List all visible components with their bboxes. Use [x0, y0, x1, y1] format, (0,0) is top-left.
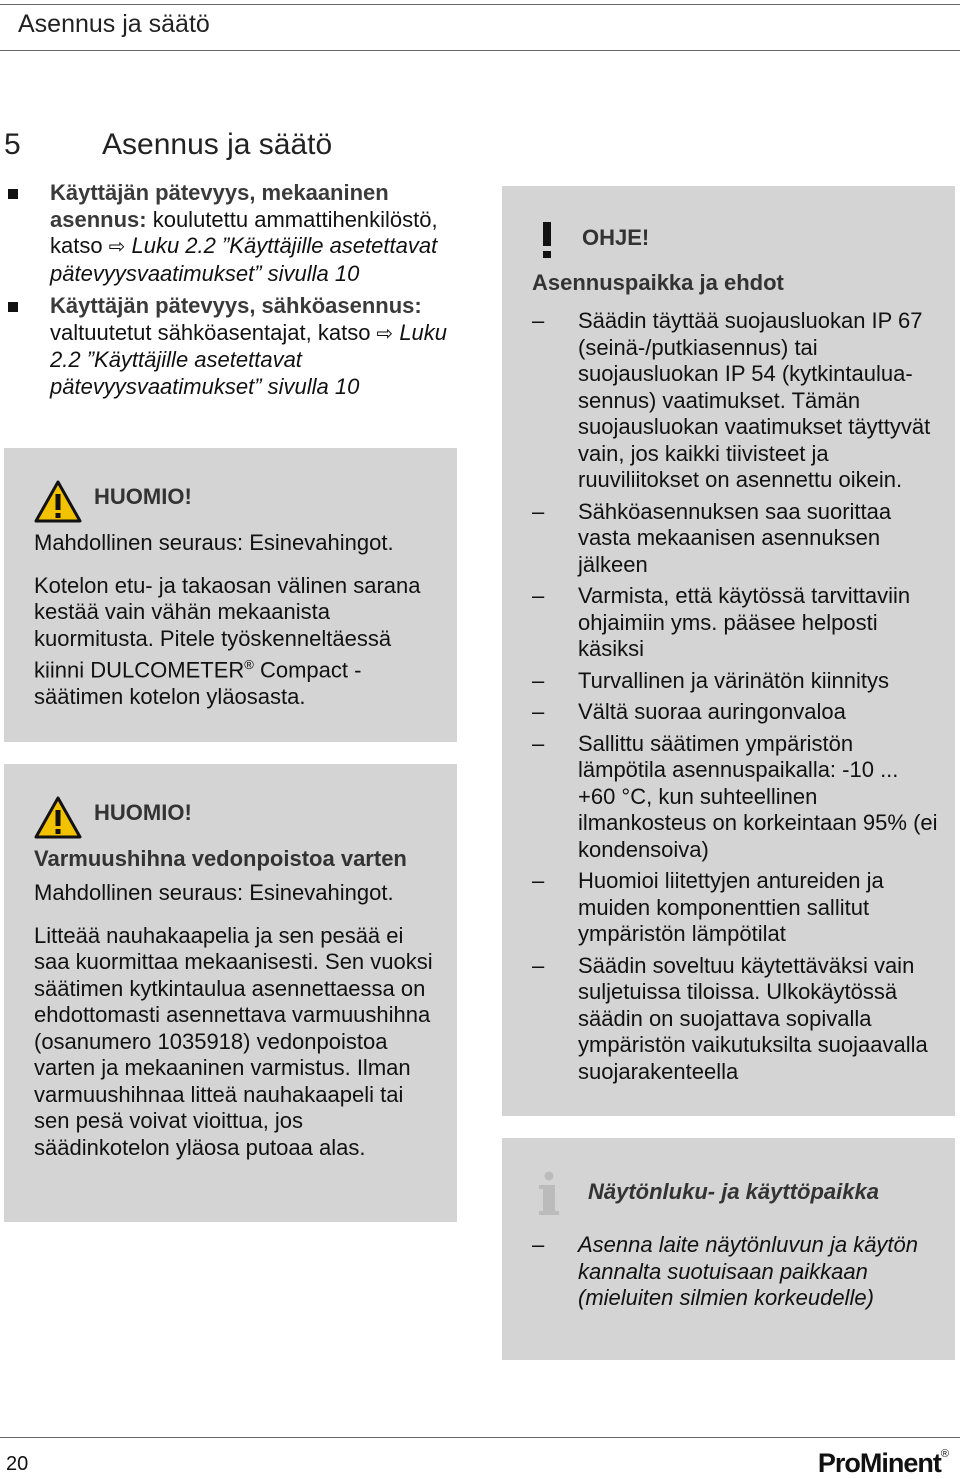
notice-body-text: Compact -säätimen kotelon yläosasta.: [34, 657, 362, 709]
warning-triangle-icon: [34, 479, 82, 523]
list-item: [532, 583, 941, 663]
notice-box-strap: [4, 764, 457, 1222]
list-item-text: Sallittu säätimen ympäristön lämpötila asennuspaikalla: -10 ... +60 °C, kun suhteellinen ilmankosteus on korkeintaan 95% (ei kondensoiva): [578, 730, 938, 862]
list-item-text: Sähköasennuksen saa suorittaa vasta mekaanisen asennuksen jälkeen: [578, 498, 892, 577]
list-item: [532, 668, 941, 695]
instruction-header: [532, 220, 941, 260]
bullet-square-icon: [8, 302, 18, 312]
notice-subheading: Varmuushihna vedonpoistoa varten: [34, 846, 407, 871]
info-icon: [532, 1170, 566, 1218]
list-item-text: Turvallinen ja värinätön kiinnitys: [578, 667, 889, 693]
instruction-box: [502, 186, 955, 1116]
notice-header: [34, 478, 441, 524]
list-item-text: Vältä suoraa auringonvaloa: [578, 699, 846, 724]
list-item-text: Säädin soveltuu käytettäväksi vain suljetuissa tiloissa. Ulkokäytössä säädin on suojattava sopivalla ympäristön vaikutuksilta suojaavalla suojarakenteella: [578, 952, 928, 1084]
list-item-text: Varmista, että käytössä tarvittaviin ohjaimiin yms. pääsee helposti käsiksi: [578, 583, 911, 661]
chapter-title: Asennus ja säätö: [102, 128, 333, 161]
dash-marker: –: [532, 667, 545, 693]
running-header: Asennus ja säätö: [18, 10, 210, 38]
header-rule: [0, 50, 960, 51]
cross-reference-text: Luku 2.2 ”Käyttäjille asetettavat pätevyysvaatimukset” sivulla 10: [50, 233, 438, 286]
bullet-text: koulutettu ammattihenkilöstö, katso: [50, 206, 438, 258]
registered-mark: ®: [244, 657, 254, 672]
bullet-bold-lead: Käyttäjän pätevyys, mekaaninen asennus:: [50, 180, 389, 232]
notice-body: Litteää nauhakaapelia ja sen pesää ei saa kuormittaa mekaanisesti. Sen vuoksi säätimen kytkintaulua asennettaessa on ehdottomasti asennettava varmuushihna (osanumero 1035918) vedonpoistoa varten ja mekaaninen varmistus. Ilman varmuushihnaa litteä nauhakaapeli tai sen pesä voivat vioittua, jos säädinkotelon yläosa putoaa alas.: [34, 922, 433, 1160]
dash-marker: –: [532, 583, 545, 608]
list-item: [532, 953, 941, 1086]
instruction-label: OHJE!: [582, 225, 650, 250]
list-item: [532, 699, 941, 726]
link-arrow-icon: ⇨: [108, 236, 126, 258]
page-number: 20: [6, 1453, 29, 1475]
list-item: [8, 180, 448, 287]
qualification-list: [8, 180, 448, 406]
info-subheading: Näytönluku- ja käyttöpaikka: [588, 1179, 879, 1204]
notice-body: [34, 573, 441, 711]
info-box: [502, 1138, 955, 1360]
list-item-text: Asenna laite näytönluvun ja käytön kannalta suotuisaan paikkaan (mieluiten silmien korkeudelle): [578, 1232, 919, 1310]
list-item: [532, 499, 941, 579]
chapter-number: 5: [4, 128, 21, 161]
bullet-text: valtuutetut sähköasentajat, katso: [50, 319, 377, 345]
notice-header: [34, 794, 441, 840]
logo-pro: Pro: [817, 1448, 860, 1478]
exclamation-icon: [532, 220, 562, 260]
logo-registered-mark: ®: [940, 1448, 948, 1460]
notice-label: HUOMIO!: [94, 800, 192, 825]
list-item-text: Huomioi liitettyjen antureiden ja muiden komponenttien sallitut ympäristön lämpötilat: [578, 868, 884, 946]
bullet-bold-lead: Käyttäjän pätevyys, sähköasennus:: [50, 293, 422, 318]
dash-marker: –: [532, 1232, 545, 1257]
notice-body-text: Kotelon etu- ja takaosan välinen sarana kestää vain vähän mekaanista kuormitusta. Pitele työskenneltäessä kiinni DULCOMETER: [34, 572, 421, 683]
list-item: [532, 1232, 941, 1312]
footer-rule: [0, 1437, 960, 1438]
instruction-subheading: Asennuspaikka ja ehdot: [532, 270, 784, 295]
top-rule: [0, 4, 960, 5]
chapter-heading: [4, 128, 332, 162]
notice-consequence: Mahdollinen seuraus: Esinevahingot.: [34, 530, 394, 555]
list-item: [532, 731, 941, 864]
info-list: [532, 1232, 941, 1312]
prominent-logo: [818, 1448, 948, 1479]
dash-marker: –: [532, 952, 545, 978]
bullet-square-icon: [8, 189, 18, 199]
list-item: [8, 293, 448, 400]
notice-box-hinge: [4, 448, 457, 742]
dash-marker: –: [532, 699, 545, 724]
logo-minent: Minent: [859, 1448, 941, 1478]
info-header: [532, 1170, 941, 1218]
notice-label: HUOMIO!: [94, 484, 192, 509]
warning-triangle-icon: [34, 795, 82, 839]
cross-reference-text: Luku 2.2 ”Käyttäjille asetettavat pätevyysvaatimukset” sivulla 10: [50, 319, 448, 399]
instruction-list: [532, 308, 941, 1085]
dash-marker: –: [532, 868, 545, 893]
dash-marker: –: [532, 730, 545, 756]
cross-reference-link[interactable]: [50, 233, 437, 286]
notice-consequence: Mahdollinen seuraus: Esinevahingot.: [34, 880, 394, 905]
dash-marker: –: [532, 308, 545, 333]
list-item-text: Säädin täyttää suojausluokan IP 67 (seinä-/putkiasennus) tai suojausluokan IP 54 (kytkintauluasennus) vaatimukset. Tämän suojausluokan vaatimukset täyttyvät vain, jos kaikki tiivisteet ja ruuviliitokset on asennettu oikein.: [578, 308, 931, 492]
link-arrow-icon: ⇨: [376, 322, 394, 345]
list-item: [532, 868, 941, 948]
list-item: [532, 308, 941, 494]
dash-marker: –: [532, 498, 545, 524]
